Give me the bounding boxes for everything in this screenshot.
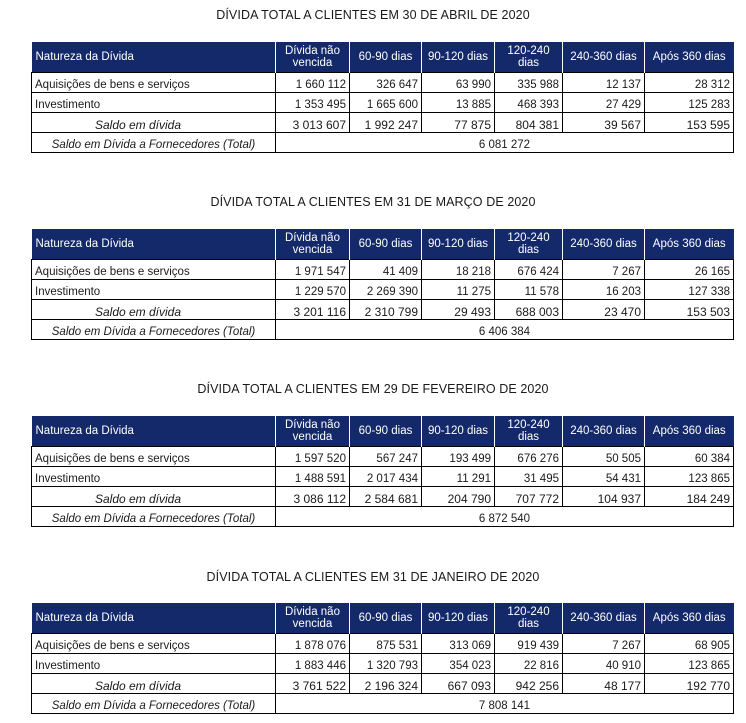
cell: 184 249 xyxy=(645,487,734,507)
table-row xyxy=(32,73,734,93)
total-label: Saldo em Dívida a Fornecedores (Total) xyxy=(32,507,276,527)
saldo-label: Saldo em dívida xyxy=(32,300,276,320)
column-header: 120-240 dias xyxy=(495,229,563,260)
cell: 1 878 076 xyxy=(276,634,350,654)
column-header: 60-90 dias xyxy=(350,603,422,634)
cell: 676 424 xyxy=(495,260,563,280)
cell: 11 578 xyxy=(495,280,563,300)
total-row xyxy=(32,694,734,714)
table-row xyxy=(32,280,734,300)
cell: 2 017 434 xyxy=(350,467,422,487)
cell: 16 203 xyxy=(563,280,645,300)
saldo-label: Saldo em dívida xyxy=(32,487,276,507)
cell: 125 283 xyxy=(645,93,734,113)
cell: 193 499 xyxy=(422,447,495,467)
cell: 153 503 xyxy=(645,300,734,320)
cell: 68 905 xyxy=(645,634,734,654)
column-header: Natureza da Dívida xyxy=(32,229,276,260)
total-value: 6 872 540 xyxy=(276,507,734,527)
total-row xyxy=(32,320,734,340)
cell: 192 770 xyxy=(645,674,734,694)
cell: 1 660 112 xyxy=(276,73,350,93)
cell: 1 971 547 xyxy=(276,260,350,280)
cell: 23 470 xyxy=(563,300,645,320)
cell: 335 988 xyxy=(495,73,563,93)
cell: 942 256 xyxy=(495,674,563,694)
cell: 707 772 xyxy=(495,487,563,507)
row-label: Aquisições de bens e serviços xyxy=(32,260,276,280)
cell: 688 003 xyxy=(495,300,563,320)
saldo-row xyxy=(32,487,734,507)
column-header: Dívida não vencida xyxy=(276,42,350,73)
debt-table xyxy=(31,603,734,714)
table-row xyxy=(32,260,734,280)
cell: 567 247 xyxy=(350,447,422,467)
cell: 11 291 xyxy=(422,467,495,487)
column-header: Dívida não vencida xyxy=(276,416,350,447)
cell: 2 196 324 xyxy=(350,674,422,694)
column-header: Após 360 dias xyxy=(645,229,734,260)
column-header: 90-120 dias xyxy=(422,603,495,634)
row-label: Aquisições de bens e serviços xyxy=(32,73,276,93)
cell: 1 992 247 xyxy=(350,113,422,133)
cell: 3 201 116 xyxy=(276,300,350,320)
cell: 104 937 xyxy=(563,487,645,507)
cell: 354 023 xyxy=(422,654,495,674)
cell: 804 381 xyxy=(495,113,563,133)
cell: 18 218 xyxy=(422,260,495,280)
column-header: 90-120 dias xyxy=(422,229,495,260)
cell: 313 069 xyxy=(422,634,495,654)
cell: 41 409 xyxy=(350,260,422,280)
column-header: Natureza da Dívida xyxy=(32,42,276,73)
cell: 127 338 xyxy=(645,280,734,300)
column-header: Após 360 dias xyxy=(645,416,734,447)
cell: 2 310 799 xyxy=(350,300,422,320)
table-row xyxy=(32,93,734,113)
saldo-row xyxy=(32,674,734,694)
cell: 3 761 522 xyxy=(276,674,350,694)
cell: 676 276 xyxy=(495,447,563,467)
row-label: Aquisições de bens e serviços xyxy=(32,447,276,467)
row-label: Investimento xyxy=(32,467,276,487)
column-header: Natureza da Dívida xyxy=(32,603,276,634)
column-header: 240-360 dias xyxy=(563,416,645,447)
cell: 54 431 xyxy=(563,467,645,487)
cell: 39 567 xyxy=(563,113,645,133)
cell: 123 865 xyxy=(645,654,734,674)
cell: 919 439 xyxy=(495,634,563,654)
saldo-row xyxy=(32,113,734,133)
column-header: 60-90 dias xyxy=(350,229,422,260)
cell: 468 393 xyxy=(495,93,563,113)
column-header: Após 360 dias xyxy=(645,42,734,73)
total-label: Saldo em Dívida a Fornecedores (Total) xyxy=(32,320,276,340)
table-title: DÍVIDA TOTAL A CLIENTES EM 31 DE MARÇO DE 2020 xyxy=(210,195,536,209)
cell: 12 137 xyxy=(563,73,645,93)
header-row xyxy=(32,42,734,73)
cell: 153 595 xyxy=(645,113,734,133)
row-label: Investimento xyxy=(32,93,276,113)
total-value: 6 081 272 xyxy=(276,133,734,153)
column-header: Após 360 dias xyxy=(645,603,734,634)
table-row xyxy=(32,467,734,487)
cell: 22 816 xyxy=(495,654,563,674)
table-row xyxy=(32,654,734,674)
cell: 123 865 xyxy=(645,467,734,487)
row-label: Investimento xyxy=(32,280,276,300)
cell: 29 493 xyxy=(422,300,495,320)
column-header: 120-240 dias xyxy=(495,416,563,447)
total-value: 6 406 384 xyxy=(276,320,734,340)
column-header: 90-120 dias xyxy=(422,42,495,73)
saldo-label: Saldo em dívida xyxy=(32,113,276,133)
cell: 77 875 xyxy=(422,113,495,133)
column-header: Natureza da Dívida xyxy=(32,416,276,447)
cell: 1 665 600 xyxy=(350,93,422,113)
cell: 1 229 570 xyxy=(276,280,350,300)
header-row xyxy=(32,229,734,260)
cell: 13 885 xyxy=(422,93,495,113)
column-header: 90-120 dias xyxy=(422,416,495,447)
cell: 326 647 xyxy=(350,73,422,93)
debt-table xyxy=(31,229,734,340)
saldo-label: Saldo em dívida xyxy=(32,674,276,694)
cell: 204 790 xyxy=(422,487,495,507)
row-label: Investimento xyxy=(32,654,276,674)
cell: 667 093 xyxy=(422,674,495,694)
cell: 1 353 495 xyxy=(276,93,350,113)
total-row xyxy=(32,133,734,153)
column-header: Dívida não vencida xyxy=(276,603,350,634)
cell: 50 505 xyxy=(563,447,645,467)
cell: 2 584 681 xyxy=(350,487,422,507)
total-row xyxy=(32,507,734,527)
cell: 28 312 xyxy=(645,73,734,93)
table-row xyxy=(32,447,734,467)
column-header: 120-240 dias xyxy=(495,42,563,73)
cell: 3 086 112 xyxy=(276,487,350,507)
cell: 7 267 xyxy=(563,260,645,280)
cell: 7 267 xyxy=(563,634,645,654)
total-value: 7 808 141 xyxy=(276,694,734,714)
column-header: 240-360 dias xyxy=(563,229,645,260)
cell: 1 883 446 xyxy=(276,654,350,674)
header-row xyxy=(32,603,734,634)
cell: 26 165 xyxy=(645,260,734,280)
table-title: DÍVIDA TOTAL A CLIENTES EM 29 DE FEVEREIRO DE 2020 xyxy=(197,382,549,396)
cell: 1 488 591 xyxy=(276,467,350,487)
cell: 3 013 607 xyxy=(276,113,350,133)
column-header: 240-360 dias xyxy=(563,42,645,73)
debt-table xyxy=(31,42,734,153)
column-header: 240-360 dias xyxy=(563,603,645,634)
column-header: 120-240 dias xyxy=(495,603,563,634)
debt-table xyxy=(31,416,734,527)
cell: 11 275 xyxy=(422,280,495,300)
cell: 63 990 xyxy=(422,73,495,93)
row-label: Aquisições de bens e serviços xyxy=(32,634,276,654)
cell: 31 495 xyxy=(495,467,563,487)
table-row xyxy=(32,634,734,654)
column-header: 60-90 dias xyxy=(350,42,422,73)
cell: 27 429 xyxy=(563,93,645,113)
saldo-row xyxy=(32,300,734,320)
cell: 40 910 xyxy=(563,654,645,674)
cell: 48 177 xyxy=(563,674,645,694)
cell: 1 597 520 xyxy=(276,447,350,467)
total-label: Saldo em Dívida a Fornecedores (Total) xyxy=(32,133,276,153)
total-label: Saldo em Dívida a Fornecedores (Total) xyxy=(32,694,276,714)
cell: 875 531 xyxy=(350,634,422,654)
table-title: DÍVIDA TOTAL A CLIENTES EM 30 DE ABRIL DE 2020 xyxy=(216,8,530,22)
table-title: DÍVIDA TOTAL A CLIENTES EM 31 DE JANEIRO DE 2020 xyxy=(206,570,540,584)
cell: 60 384 xyxy=(645,447,734,467)
column-header: Dívida não vencida xyxy=(276,229,350,260)
cell: 1 320 793 xyxy=(350,654,422,674)
column-header: 60-90 dias xyxy=(350,416,422,447)
cell: 2 269 390 xyxy=(350,280,422,300)
header-row xyxy=(32,416,734,447)
